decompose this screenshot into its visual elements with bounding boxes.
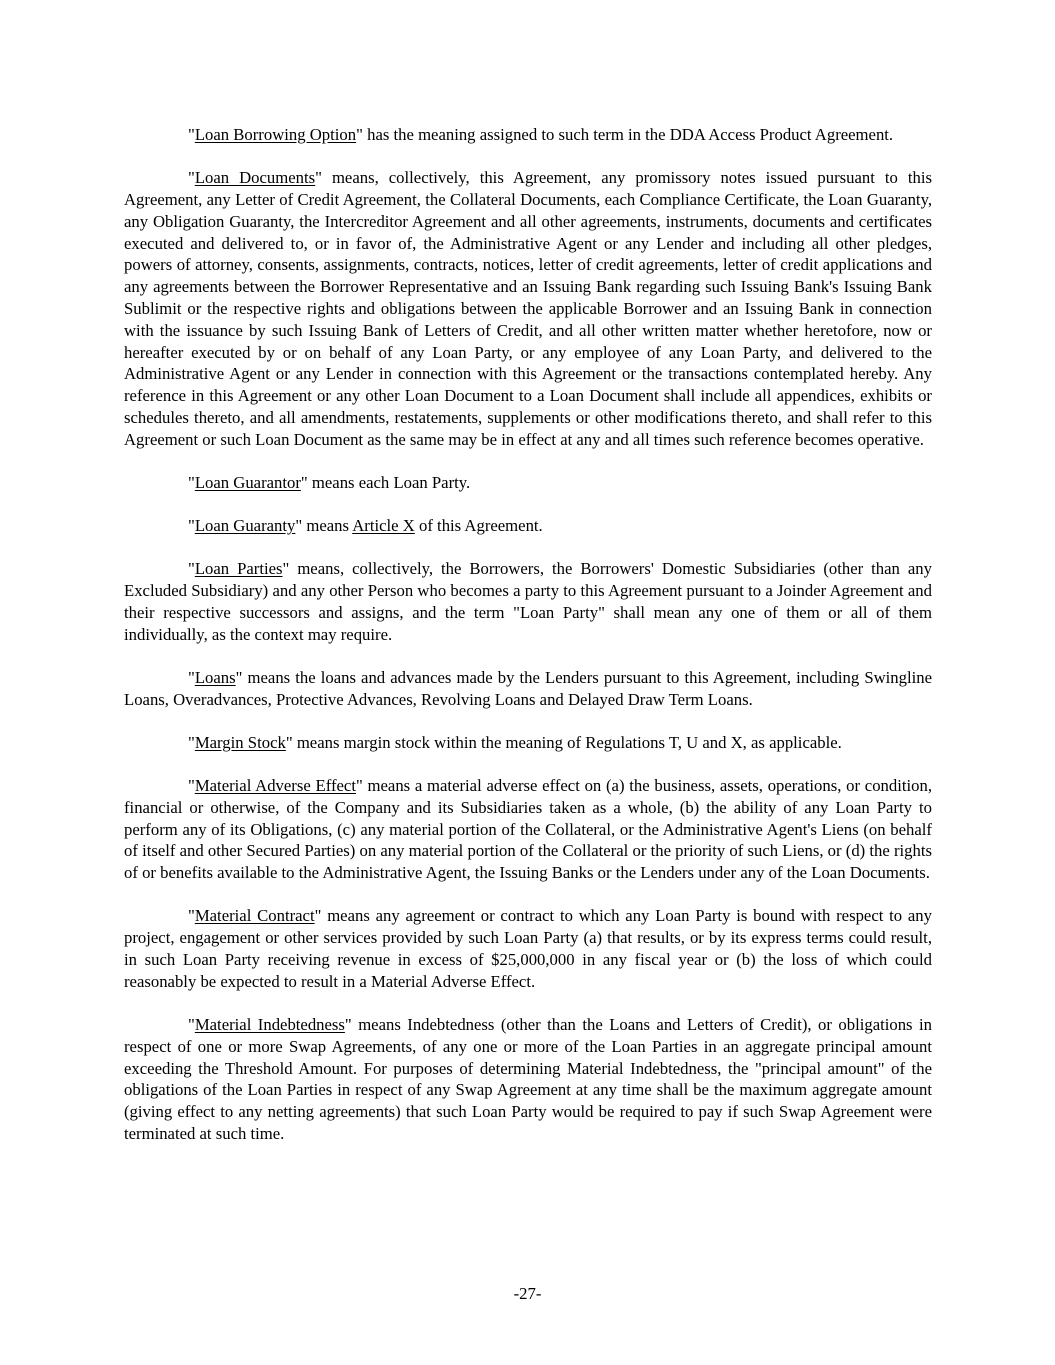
definition-text: means, collectively, this Agreement, any promissory notes issued pursuant to this Agreement, any Letter of Credit Agreement, the Collateral Documents, each Compliance Certificate, the Loan Guaranty, any Obligation Guaranty, the Intercreditor Agreement and all other agreements, instruments, documents and certificates executed and delivered to, or in favor of, the Administrative Agent or any Lender and including all other pledges, powers of attorney, consents, assignments, contracts, notices, letter of credit agreements, letter of credit applications and any agreements between the Borrower Representative and an Issuing Bank regarding such Issuing Bank's Issuing Bank Sublimit or the respective rights and obligations between the applicable Borrower and an Issuing Bank in connection with the issuance by such Issuing Bank of Letters of Credit, and all other written matter whether heretofore, now or hereafter executed by or on behalf of any Loan Party, or any employee of any Loan Party, and delivered to the Administrative Agent or any Lender in connection with this Agreement or the transactions contemplated hereby. Any reference in this Agreement or any other Loan Document to a Loan Document shall include all appendices, exhibits or schedules thereto, and all amendments, restatements, supplements or other modifications thereto, and shall refer to this Agreement or such Loan Document as the same may be in effect at any and all times such reference becomes operative. [124, 168, 932, 449]
definition-margin-stock [124, 732, 932, 754]
definition-text: means the loans and advances made by the Lenders pursuant to this Agreement, including Swingline Loans, Overadvances, Protective Advances, Revolving Loans and Delayed Draw Term Loans. [124, 667, 932, 709]
defined-term: Loan Guaranty [194, 516, 296, 536]
close-quote: " [344, 1015, 352, 1035]
close-quote: " [282, 559, 290, 579]
definition-material-adverse-effect [124, 775, 932, 884]
open-quote: " [188, 472, 195, 492]
defined-term: Margin Stock [194, 732, 286, 752]
definition-loan-guaranty [124, 515, 932, 537]
definition-text: means margin stock within the meaning of Regulations T, U and X, as applicable. [292, 732, 842, 752]
definition-loans [124, 667, 932, 711]
close-quote: " [314, 906, 322, 926]
defined-term: Loan Parties [194, 559, 283, 579]
defined-term: Material Contract [194, 906, 315, 926]
close-quote: " [315, 168, 322, 188]
defined-term: Loan Guarantor [194, 472, 301, 492]
defined-term: Loan Borrowing Option [194, 125, 357, 144]
open-quote: " [188, 516, 195, 536]
definition-text-after: of this Agreement. [414, 516, 543, 536]
definition-material-contract [124, 905, 932, 992]
close-quote: " [285, 732, 293, 752]
defined-term: Loans [194, 667, 236, 687]
close-quote: " [300, 472, 308, 492]
definition-loan-borrowing-option [124, 124, 932, 146]
definition-loan-parties [124, 558, 932, 645]
page-number: -27- [513, 1284, 542, 1303]
defined-term: Loan Documents [194, 168, 316, 188]
definition-text: means [302, 516, 353, 536]
definition-loan-guarantor [124, 472, 932, 494]
open-quote: " [188, 906, 195, 926]
definition-text: has the meaning assigned to such term in the DDA Access Product Agreement. [362, 125, 894, 144]
open-quote: " [188, 125, 195, 144]
definition-material-indebtedness [124, 1014, 932, 1145]
definition-text: means any agreement or contract to which any Loan Party is bound with respect to any project, engagement or other services provided by such Loan Party (a) that results, or by its express terms could result, in such Loan Party receiving revenue in excess of $25,000,000 in any fiscal year or (b) the loss of which could reasonably be expected to result in a Material Adverse Effect. [124, 906, 932, 991]
close-quote: " [235, 667, 243, 687]
definition-text: means a material adverse effect on (a) the business, assets, operations, or condition, financial or otherwise, of the Company and its Subsidiaries taken as a whole, (b) the ability of any Loan Party to perform any of its Obligations, (c) any material portion of the Collateral, or the Administrative Agent's Liens (on behalf of itself and other Secured Parties) on any material portion of the Collateral or the priority of such Liens, or (d) the rights of or benefits available to the Administrative Agent, the Issuing Banks or the Lenders under any of the Loan Documents. [124, 776, 932, 883]
close-quote: " [355, 776, 363, 796]
close-quote: " [356, 125, 363, 144]
definition-text: means, collectively, the Borrowers, the Borrowers' Domestic Subsidiaries (other than any Excluded Subsidiary) and any other Person who becomes a party to this Agreement pursuant to a Joinder Agreement and their respective successors and assigns, and the term "Loan Party" shall mean any one of them or all of them individually, as the context may require. [124, 559, 932, 644]
definition-loan-documents [124, 167, 932, 450]
open-quote: " [188, 776, 195, 796]
open-quote: " [188, 732, 195, 752]
close-quote: " [295, 516, 303, 536]
document-body [124, 124, 932, 1166]
open-quote: " [188, 168, 195, 188]
open-quote: " [188, 559, 195, 579]
open-quote: " [188, 667, 195, 687]
definition-text: means Indebtedness (other than the Loans and Letters of Credit), or obligations in respect of one or more Swap Agreements, of any one or more of the Loan Parties in an aggregate principal amount exceeding the Threshold Amount. For purposes of determining Material Indebtedness, the "principal amount" of the obligations of the Loan Parties in respect of any Swap Agreement at any time shall be the maximum aggregate amount (giving effect to any netting agreements) that such Loan Party would be required to pay if such Swap Agreement were terminated at such time. [124, 1015, 932, 1143]
defined-term: Material Adverse Effect [194, 776, 356, 796]
open-quote: " [188, 1015, 195, 1035]
article-reference: Article X [352, 516, 415, 536]
defined-term: Material Indebtedness [194, 1015, 345, 1035]
definition-text: means each Loan Party. [307, 472, 471, 492]
